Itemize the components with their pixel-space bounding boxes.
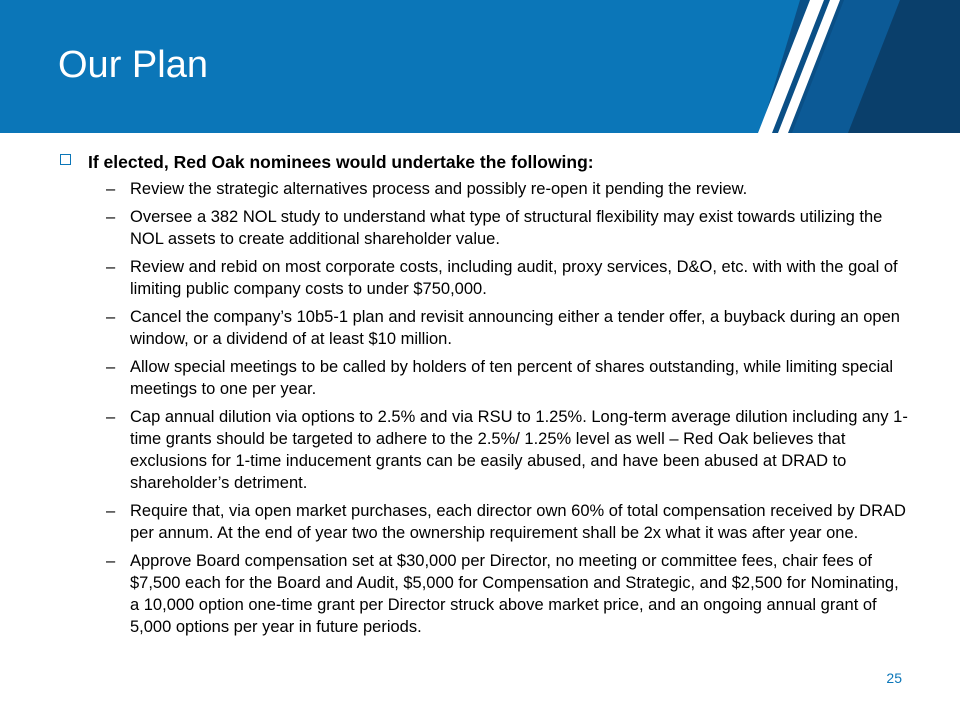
list-item: [60, 550, 910, 638]
lead-bullet: [60, 150, 910, 174]
dash-bullet-icon: –: [106, 180, 116, 198]
page-number: 25: [886, 670, 902, 686]
dash-bullet-icon: –: [106, 308, 116, 326]
list-item-text: Review the strategic alternatives process and possibly re-open it pending the review.: [130, 180, 748, 198]
list-item-text: Approve Board compensation set at $30,000 per Director, no meeting or committee fees, chair fees of $7,500 each for the Board and Audit, $5,000 for Compensation and Strategic, and $2,500 for Nominating, a 10,000 option one-time grant per Director struck above market price, and an ongoing annual grant of 5,000 options per year in future periods.: [130, 552, 899, 636]
dash-bullet-icon: –: [106, 258, 116, 276]
slide-title: Our Plan: [58, 44, 208, 86]
list-item-text: Review and rebid on most corporate costs, including audit, proxy services, D&O, etc. with with the goal of limiting public company costs to under $750,000.: [130, 258, 898, 298]
header-banner: [0, 0, 960, 133]
slide-content: [60, 150, 910, 644]
list-item-text: Allow special meetings to be called by holders of ten percent of shares outstanding, while limiting special meetings to one per year.: [130, 358, 894, 398]
dash-bullet-icon: –: [106, 502, 116, 520]
list-item: [60, 406, 910, 494]
list-item: [60, 306, 910, 350]
dash-bullet-icon: –: [106, 552, 116, 570]
list-item: [60, 178, 910, 200]
list-item: [60, 206, 910, 250]
list-item-text: Require that, via open market purchases, each director own 60% of total compensation received by DRAD per annum. At the end of year two the ownership requirement shall be 2x what it was after year one.: [130, 502, 906, 542]
list-item-text: Cancel the company’s 10b5-1 plan and revisit announcing either a tender offer, a buyback during an open window, or a dividend of at least $10 million.: [130, 308, 900, 348]
dash-bullet-icon: –: [106, 408, 116, 426]
list-item: [60, 500, 910, 544]
list-item-text: Oversee a 382 NOL study to understand what type of structural flexibility may exist towards utilizing the NOL assets to create additional shareholder value.: [130, 208, 883, 248]
list-item-text: Cap annual dilution via options to 2.5% and via RSU to 1.25%. Long-term average dilution including any 1-time grants should be targeted to adhere to the 2.5%/ 1.25% level as well – Red Oak believes that exclusions for 1-time inducement grants can be easily abused, and have been abused at DRAD to shareholder’s detriment.: [130, 408, 908, 492]
list-item: [60, 256, 910, 300]
dash-bullet-icon: –: [106, 358, 116, 376]
dash-bullet-icon: –: [106, 208, 116, 226]
checkbox-bullet-icon: [60, 154, 71, 165]
plan-list: [60, 178, 910, 638]
list-item: [60, 356, 910, 400]
lead-text: If elected, Red Oak nominees would undertake the following:: [88, 152, 594, 172]
